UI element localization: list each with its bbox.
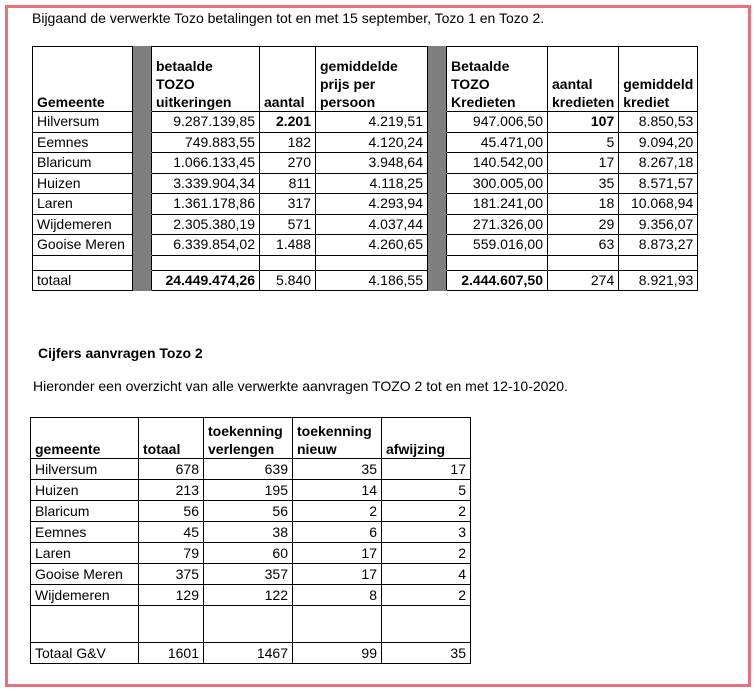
cell-afwijzing: 3 bbox=[382, 522, 471, 543]
cell-verlengen: 60 bbox=[204, 543, 293, 564]
intro-text: Bijgaand de verwerkte Tozo betalingen tot en met 15 september, Tozo 1 en Tozo 2. bbox=[32, 10, 545, 26]
empty-cell bbox=[293, 606, 382, 643]
header-aantal-kredieten: aantal kredieten bbox=[548, 47, 619, 112]
cell-gemeente: Gooise Meren bbox=[33, 235, 133, 256]
cell-totaal: 79 bbox=[139, 543, 204, 564]
cell-gemeente: Totaal G&V bbox=[31, 643, 139, 664]
cell-totaal: 678 bbox=[139, 459, 204, 480]
cell-betaalde-krediet: 947.006,50 bbox=[447, 112, 548, 133]
empty-cell bbox=[548, 255, 619, 270]
cell-gemeente: Gooise Meren bbox=[31, 564, 139, 585]
cell-aantal-krediet: 35 bbox=[548, 173, 619, 194]
cell-betaalde: 9.287.139,85 bbox=[152, 112, 260, 133]
gray-separator bbox=[133, 270, 152, 291]
cell-gemeente: Wijdemeren bbox=[31, 585, 139, 606]
table-row bbox=[33, 214, 698, 235]
empty-cell bbox=[382, 606, 471, 643]
cell-aantal: 571 bbox=[260, 214, 316, 235]
cell-aantal-krediet: 18 bbox=[548, 194, 619, 215]
gray-separator bbox=[133, 255, 152, 270]
cell-nieuw: 6 bbox=[293, 522, 382, 543]
empty-cell bbox=[33, 255, 133, 270]
gray-separator bbox=[428, 112, 447, 133]
cell-gemeente: Eemnes bbox=[33, 132, 133, 153]
header-afwijzing: afwijzing bbox=[382, 418, 471, 459]
table-row bbox=[31, 522, 471, 543]
cell-aantal: 1.488 bbox=[260, 235, 316, 256]
cell-betaalde-krediet: 181.241,00 bbox=[447, 194, 548, 215]
gray-separator bbox=[133, 132, 152, 153]
cell-nieuw: 35 bbox=[293, 459, 382, 480]
gray-separator bbox=[428, 173, 447, 194]
table-row bbox=[33, 112, 698, 133]
table-row bbox=[31, 564, 471, 585]
tozo2-requests-table bbox=[30, 417, 471, 664]
table-row bbox=[33, 153, 698, 174]
cell-verlengen: 195 bbox=[204, 480, 293, 501]
spacer-row bbox=[31, 606, 471, 643]
gray-separator bbox=[133, 47, 152, 112]
header-betaalde-uitkeringen: betaalde TOZO uitkeringen bbox=[152, 47, 260, 112]
table-row bbox=[31, 501, 471, 522]
spacer-row bbox=[33, 255, 698, 270]
gray-separator bbox=[133, 112, 152, 133]
table-row bbox=[31, 459, 471, 480]
cell-gemprijs: 3.948,64 bbox=[316, 153, 428, 174]
total-row bbox=[33, 270, 698, 291]
cell-nieuw: 17 bbox=[293, 564, 382, 585]
header-totaal: totaal bbox=[139, 418, 204, 459]
cell-gemprijs: 4.118,25 bbox=[316, 173, 428, 194]
section-paragraph: Hieronder een overzicht van alle verwerkte aanvragen TOZO 2 tot en met 12-10-2020. bbox=[33, 378, 568, 394]
empty-cell bbox=[260, 255, 316, 270]
gray-separator bbox=[133, 235, 152, 256]
table-row bbox=[31, 480, 471, 501]
cell-gemeente: Huizen bbox=[31, 480, 139, 501]
gray-separator bbox=[133, 173, 152, 194]
cell-aantal: 811 bbox=[260, 173, 316, 194]
gray-separator bbox=[133, 214, 152, 235]
cell-gem-krediet: 8.850,53 bbox=[619, 112, 698, 133]
cell-aantal-krediet: 107 bbox=[548, 112, 619, 133]
cell-totaal: 129 bbox=[139, 585, 204, 606]
gray-separator bbox=[428, 153, 447, 174]
cell-gemprijs: 4.219,51 bbox=[316, 112, 428, 133]
header-gemiddelde-prijs: gemiddelde prijs per persoon bbox=[316, 47, 428, 112]
table-row bbox=[33, 194, 698, 215]
header-betaalde-kredieten: Betaalde TOZO Kredieten bbox=[447, 47, 548, 112]
cell-aantal-krediet: 274 bbox=[548, 270, 619, 291]
cell-gem-krediet: 9.356,07 bbox=[619, 214, 698, 235]
cell-gemprijs: 4.260,65 bbox=[316, 235, 428, 256]
header-gemeente: Gemeente bbox=[33, 47, 133, 112]
cell-aantal: 182 bbox=[260, 132, 316, 153]
gray-separator bbox=[428, 194, 447, 215]
cell-aantal-krediet: 17 bbox=[548, 153, 619, 174]
empty-cell bbox=[619, 255, 698, 270]
cell-betaalde: 2.305.380,19 bbox=[152, 214, 260, 235]
cell-gemeente: Laren bbox=[31, 543, 139, 564]
cell-nieuw: 17 bbox=[293, 543, 382, 564]
cell-totaal: 213 bbox=[139, 480, 204, 501]
empty-cell bbox=[204, 606, 293, 643]
cell-gemeente: Hilversum bbox=[31, 459, 139, 480]
table-row bbox=[33, 173, 698, 194]
cell-gemeente: Blaricum bbox=[31, 501, 139, 522]
tozo-payments-table bbox=[32, 46, 698, 291]
cell-aantal: 2.201 bbox=[260, 112, 316, 133]
cell-aantal: 5.840 bbox=[260, 270, 316, 291]
cell-nieuw: 14 bbox=[293, 480, 382, 501]
gray-separator bbox=[133, 194, 152, 215]
cell-betaalde-krediet: 2.444.607,50 bbox=[447, 270, 548, 291]
cell-afwijzing: 2 bbox=[382, 501, 471, 522]
cell-gem-krediet: 8.873,27 bbox=[619, 235, 698, 256]
cell-betaalde-krediet: 559.016,00 bbox=[447, 235, 548, 256]
header-gemeente: gemeente bbox=[31, 418, 139, 459]
cell-gemprijs: 4.186,55 bbox=[316, 270, 428, 291]
gray-separator bbox=[428, 47, 447, 112]
cell-betaalde-krediet: 140.542,00 bbox=[447, 153, 548, 174]
cell-aantal-krediet: 29 bbox=[548, 214, 619, 235]
cell-gem-krediet: 8.267,18 bbox=[619, 153, 698, 174]
cell-betaalde: 24.449.474,26 bbox=[152, 270, 260, 291]
cell-gemeente: totaal bbox=[33, 270, 133, 291]
cell-aantal: 270 bbox=[260, 153, 316, 174]
header-gemiddeld-krediet: gemiddeld krediet bbox=[619, 47, 698, 112]
cell-betaalde: 1.361.178,86 bbox=[152, 194, 260, 215]
cell-aantal-krediet: 63 bbox=[548, 235, 619, 256]
gray-separator bbox=[428, 132, 447, 153]
empty-cell bbox=[139, 606, 204, 643]
cell-verlengen: 56 bbox=[204, 501, 293, 522]
cell-totaal: 45 bbox=[139, 522, 204, 543]
gray-separator bbox=[428, 255, 447, 270]
cell-betaalde-krediet: 45.471,00 bbox=[447, 132, 548, 153]
cell-totaal: 1601 bbox=[139, 643, 204, 664]
cell-nieuw: 2 bbox=[293, 501, 382, 522]
cell-totaal: 375 bbox=[139, 564, 204, 585]
cell-afwijzing: 35 bbox=[382, 643, 471, 664]
cell-afwijzing: 2 bbox=[382, 585, 471, 606]
cell-nieuw: 8 bbox=[293, 585, 382, 606]
cell-betaalde-krediet: 300.005,00 bbox=[447, 173, 548, 194]
cell-nieuw: 99 bbox=[293, 643, 382, 664]
empty-cell bbox=[316, 255, 428, 270]
cell-aantal: 317 bbox=[260, 194, 316, 215]
cell-betaalde: 749.883,55 bbox=[152, 132, 260, 153]
section-heading: Cijfers aanvragen Tozo 2 bbox=[38, 345, 203, 361]
cell-gemeente: Blaricum bbox=[33, 153, 133, 174]
cell-gemeente: Huizen bbox=[33, 173, 133, 194]
cell-afwijzing: 4 bbox=[382, 564, 471, 585]
cell-aantal-krediet: 5 bbox=[548, 132, 619, 153]
cell-gemprijs: 4.037,44 bbox=[316, 214, 428, 235]
cell-verlengen: 38 bbox=[204, 522, 293, 543]
cell-betaalde-krediet: 271.326,00 bbox=[447, 214, 548, 235]
header-toekenning-nieuw: toekenning nieuw bbox=[293, 418, 382, 459]
table-row bbox=[33, 235, 698, 256]
total-row bbox=[31, 643, 471, 664]
empty-cell bbox=[447, 255, 548, 270]
empty-cell bbox=[152, 255, 260, 270]
cell-gem-krediet: 10.068,94 bbox=[619, 194, 698, 215]
header-aantal: aantal bbox=[260, 47, 316, 112]
header-toekenning-verlengen: toekenning verlengen bbox=[204, 418, 293, 459]
cell-betaalde: 1.066.133,45 bbox=[152, 153, 260, 174]
table-row bbox=[33, 132, 698, 153]
cell-gemprijs: 4.120,24 bbox=[316, 132, 428, 153]
empty-cell bbox=[31, 606, 139, 643]
gray-separator bbox=[428, 270, 447, 291]
cell-gemeente: Eemnes bbox=[31, 522, 139, 543]
cell-gemeente: Wijdemeren bbox=[33, 214, 133, 235]
cell-afwijzing: 5 bbox=[382, 480, 471, 501]
cell-gem-krediet: 8.921,93 bbox=[619, 270, 698, 291]
cell-gemeente: Laren bbox=[33, 194, 133, 215]
cell-gemeente: Hilversum bbox=[33, 112, 133, 133]
cell-verlengen: 1467 bbox=[204, 643, 293, 664]
cell-verlengen: 357 bbox=[204, 564, 293, 585]
cell-verlengen: 122 bbox=[204, 585, 293, 606]
cell-totaal: 56 bbox=[139, 501, 204, 522]
gray-separator bbox=[133, 153, 152, 174]
cell-betaalde: 6.339.854,02 bbox=[152, 235, 260, 256]
gray-separator bbox=[428, 214, 447, 235]
cell-gem-krediet: 8.571,57 bbox=[619, 173, 698, 194]
cell-afwijzing: 2 bbox=[382, 543, 471, 564]
cell-betaalde: 3.339.904,34 bbox=[152, 173, 260, 194]
table-row bbox=[31, 543, 471, 564]
table-row bbox=[31, 585, 471, 606]
cell-gemprijs: 4.293,94 bbox=[316, 194, 428, 215]
cell-afwijzing: 17 bbox=[382, 459, 471, 480]
cell-gem-krediet: 9.094,20 bbox=[619, 132, 698, 153]
cell-verlengen: 639 bbox=[204, 459, 293, 480]
gray-separator bbox=[428, 235, 447, 256]
